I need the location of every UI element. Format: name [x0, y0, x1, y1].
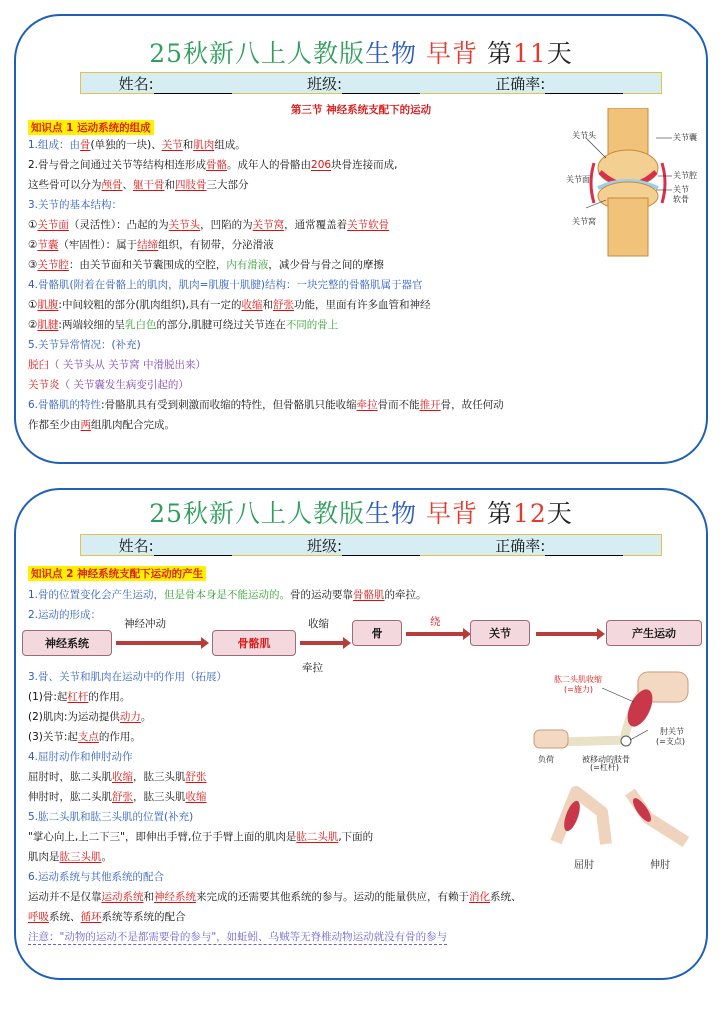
flow-arrow-4	[536, 632, 598, 636]
name-bar: 姓名: 班级: 正确率:	[80, 72, 662, 94]
line-11: "掌心向上,上二下三"，即伸出手臂,位于手臂上面的肌肉是肱二头肌,下面的	[28, 831, 374, 843]
flow-arrow-1	[116, 641, 202, 645]
line-10: 5.肱二头肌和肱三头肌的位置(补充)	[28, 811, 194, 823]
page-title: 25秋新八上人教版生物 早背 第12天	[149, 499, 573, 528]
line-12: 脱臼（ 关节头从 关节窝 中滑脱出来）	[28, 359, 207, 371]
name-blank[interactable]	[154, 542, 232, 556]
line-10: ②肌腱:两端较细的呈乳白色的部分,肌腱可绕过关节连在不同的骨上	[28, 319, 339, 331]
line-7: ③关节腔：由关节面和关节囊围成的空腔，内有滑液，减少骨与骨之间的摩擦	[28, 259, 384, 271]
flow-box-bone: 骨	[352, 620, 402, 646]
knowledge-point-1: 知识点 1 运动系统的组成	[28, 120, 154, 135]
line-6: ②节囊（牢固性）：属于结缔组织，有韧带，分泌滑液	[28, 239, 274, 251]
class-blank[interactable]	[342, 542, 420, 556]
line-2: 2.骨与骨之间通过关节等结构相连形成骨骼。成年人的骨骼由206块骨连接而成,	[28, 159, 398, 171]
line-13: 关节炎（ 关节囊发生病变引起的）	[28, 379, 189, 391]
knowledge-point-2: 知识点 2 神经系统支配下运动的产生	[28, 566, 206, 581]
flow-label-nerve-impulse: 神经冲动	[124, 618, 166, 630]
line-9: 伸肘时，肱二头肌舒张，肱三头肌收缩	[28, 791, 207, 803]
accuracy-blank[interactable]	[545, 80, 623, 94]
card-day-12	[14, 488, 708, 980]
line-4: 3.关节的基本结构：	[28, 199, 123, 211]
line-14: 6.骨骼肌的特性:骨骼肌具有受到刺激而收缩的特性，但骨骼肌只能收缩牵拉骨而不能推开骨，故任何动	[28, 399, 504, 411]
line-4: (1)骨:起杠杆的作用。	[28, 691, 131, 703]
line-1: 1.骨的位置变化会产生运动，但是骨本身是不能运动的。骨的运动要靠骨骼肌的牵拉。	[28, 589, 427, 601]
line-3: 3.骨、关节和肌肉在运动中的作用（拓展）	[28, 671, 228, 683]
flow-label-pull: 牵拉	[302, 662, 323, 674]
line-5: ①关节面（灵活性）：凸起的为关节头，凹陷的为关节窝，通常覆盖着关节软骨	[28, 219, 390, 231]
flex-extend-illustration	[546, 782, 696, 856]
line-15: 作都至少由两组肌肉配合完成。	[28, 419, 175, 431]
page-title: 25秋新八上人教版生物 早背 第11天	[149, 39, 573, 68]
name-blank[interactable]	[154, 80, 232, 94]
name-bar: 姓名: 班级: 正确率:	[80, 534, 662, 556]
line-8: 4.骨骼肌(附着在骨骼上的肌肉，肌肉=肌腹十肌腱)结构：一块完整的骨骼肌属于器官	[28, 279, 423, 291]
line-14: 运动并不是仅靠运动系统和神经系统来完成的还需要其他系统的参与。运动的能量供应，有赖于消化系统、	[28, 891, 522, 903]
line-8: 屈肘时，肱二头肌收缩，肱三头肌舒张	[28, 771, 207, 783]
line-1: 1.组成：由骨(单独的一块)、关节和肌肉组成。	[28, 139, 246, 151]
line-12: 肌肉是肱三头肌。	[28, 851, 112, 863]
line-5: (2)肌肉:为运动提供动力。	[28, 711, 152, 723]
line-13: 6.运动系统与其他系统的配合	[28, 871, 165, 883]
flow-arrow-2	[300, 641, 344, 645]
class-blank[interactable]	[342, 80, 420, 94]
arm-lever-figure: 肱二头肌收缩 (=施力) 肘关节 (=支点) 负荷 被移动的肢骨 (=杠杆)	[528, 670, 698, 770]
line-9: ①肌腹:中间较粗的部分(肌肉组织),具有一定的收缩和舒张功能，里面有许多血管和神经	[28, 299, 431, 311]
accuracy-blank[interactable]	[545, 542, 623, 556]
flow-box-nervous-system: 神经系统	[22, 630, 112, 656]
flow-box-joint: 关节	[470, 620, 530, 646]
flow-box-skeletal-muscle: 骨骼肌	[212, 630, 296, 656]
line-11: 5.关节异常情况：(补充)	[28, 339, 141, 351]
flex-extend-figure: 屈肘 伸肘	[546, 782, 696, 868]
line-15: 呼吸系统、循环系统等系统的配合	[28, 911, 186, 923]
flow-label-around: 绕	[430, 616, 441, 628]
line-2: 2.运动的形成：	[28, 609, 102, 621]
note-line: 注意："动物的运动不是都需要骨的参与"，如蚯蚓、乌贼等无脊椎动物运动就没有骨的参与	[28, 931, 448, 943]
section-heading: 第三节 神经系统支配下的运动	[290, 104, 432, 116]
flow-label-contract: 收缩	[308, 618, 329, 630]
card-day-11	[14, 14, 708, 464]
joint-structure-figure: 关节头 关节面 关节窝 关节囊 关节腔 关节 软骨	[572, 108, 698, 258]
flow-box-produce-movement: 产生运动	[606, 620, 702, 646]
line-3: 这些骨可以分为颅骨、躯干骨和四肢骨三大部分	[28, 179, 249, 191]
flow-arrow-3	[406, 632, 464, 636]
line-7: 4.屈肘动作和伸肘动作	[28, 751, 133, 763]
line-6: (3)关节:起支点的作用。	[28, 731, 141, 743]
